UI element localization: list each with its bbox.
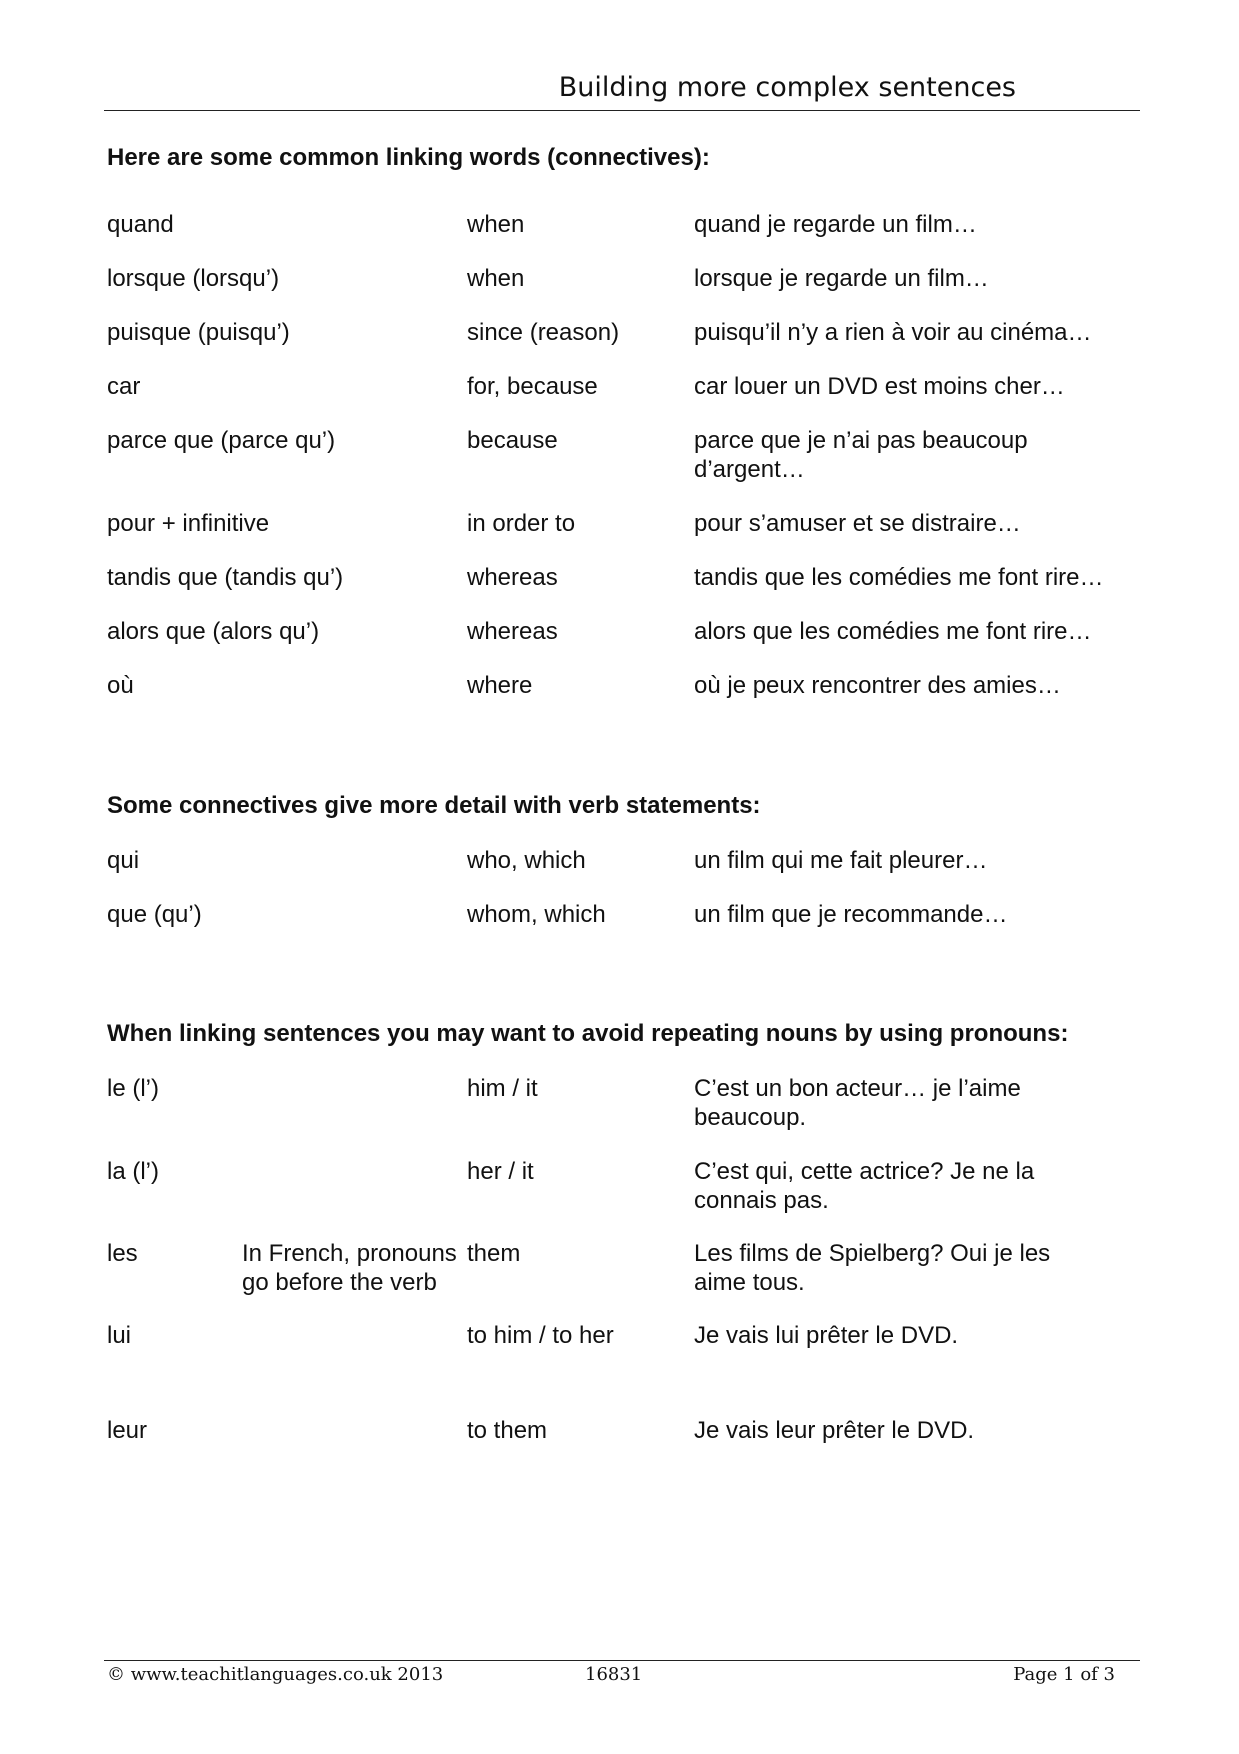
footer-copyright: © www.teachitlanguages.co.uk 2013 xyxy=(107,1664,444,1685)
example-phrase: C’est qui, cette actrice? Je ne la connais pas. xyxy=(694,1158,1035,1214)
section-heading-pronouns: When linking sentences you may want to avoid repeating nouns by using pronouns: xyxy=(107,1020,1069,1047)
footer-page-number: Page 1 of 3 xyxy=(1013,1664,1115,1685)
english-meaning: to them xyxy=(467,1417,548,1444)
example-phrase: Les films de Spielberg? Oui je les aime tous. xyxy=(694,1240,1051,1296)
example-phrase: parce que je n’ai pas beaucoup d’argent… xyxy=(694,427,1028,483)
example-phrase: lorsque je regarde un film… xyxy=(694,265,989,292)
english-meaning: who, which xyxy=(467,847,586,874)
example-phrase: car louer un DVD est moins cher… xyxy=(694,373,1065,400)
french-term: lui xyxy=(107,1322,132,1349)
french-term: que (qu’) xyxy=(107,901,202,928)
french-term: où xyxy=(107,672,134,699)
example-phrase: alors que les comédies me font rire… xyxy=(694,618,1092,645)
example-phrase: Je vais leur prêter le DVD. xyxy=(694,1417,975,1444)
french-term: les xyxy=(107,1240,138,1267)
example-phrase: un film qui me fait pleurer… xyxy=(694,847,988,874)
french-term: pour + infinitive xyxy=(107,510,270,537)
english-meaning: in order to xyxy=(467,510,576,537)
french-term: leur xyxy=(107,1417,148,1444)
english-meaning: when xyxy=(467,265,525,292)
french-term: tandis que (tandis qu’) xyxy=(107,564,344,591)
french-term: puisque (puisqu’) xyxy=(107,319,290,346)
english-meaning: whom, which xyxy=(467,901,606,928)
section-heading-connectives: Here are some common linking words (connectives): xyxy=(107,144,710,171)
example-phrase: puisqu’il n’y a rien à voir au cinéma… xyxy=(694,319,1092,346)
english-meaning: because xyxy=(467,427,558,454)
english-meaning: whereas xyxy=(467,618,558,645)
english-meaning: him / it xyxy=(467,1075,538,1102)
pronoun-placement-note: In French, pronouns go before the verb xyxy=(242,1240,457,1296)
example-phrase: quand je regarde un film… xyxy=(694,211,977,238)
example-phrase: Je vais lui prêter le DVD. xyxy=(694,1322,959,1349)
english-meaning: since (reason) xyxy=(467,319,620,346)
example-phrase: un film que je recommande… xyxy=(694,901,1008,928)
english-meaning: for, because xyxy=(467,373,598,400)
french-term: parce que (parce qu’) xyxy=(107,427,336,454)
english-meaning: when xyxy=(467,211,525,238)
english-meaning: her / it xyxy=(467,1158,534,1185)
french-term: le (l’) xyxy=(107,1075,159,1102)
french-term: qui xyxy=(107,847,140,874)
example-phrase: tandis que les comédies me font rire… xyxy=(694,564,1104,591)
french-term: car xyxy=(107,373,141,400)
english-meaning: where xyxy=(467,672,533,699)
example-phrase: où je peux rencontrer des amies… xyxy=(694,672,1061,699)
english-meaning: whereas xyxy=(467,564,558,591)
header-divider xyxy=(104,110,1140,111)
english-meaning: them xyxy=(467,1240,521,1267)
french-term: la (l’) xyxy=(107,1158,159,1185)
page-title: Building more complex sentences xyxy=(558,72,1016,103)
footer-resource-code: 16831 xyxy=(585,1664,643,1685)
french-term: quand xyxy=(107,211,174,238)
french-term: lorsque (lorsqu’) xyxy=(107,265,280,292)
section-heading-verb-statements: Some connectives give more detail with verb statements: xyxy=(107,792,761,819)
example-phrase: C’est un bon acteur… je l’aime beaucoup. xyxy=(694,1075,1021,1131)
example-phrase: pour s’amuser et se distraire… xyxy=(694,510,1021,537)
english-meaning: to him / to her xyxy=(467,1322,614,1349)
footer-divider xyxy=(104,1660,1140,1661)
french-term: alors que (alors qu’) xyxy=(107,618,320,645)
